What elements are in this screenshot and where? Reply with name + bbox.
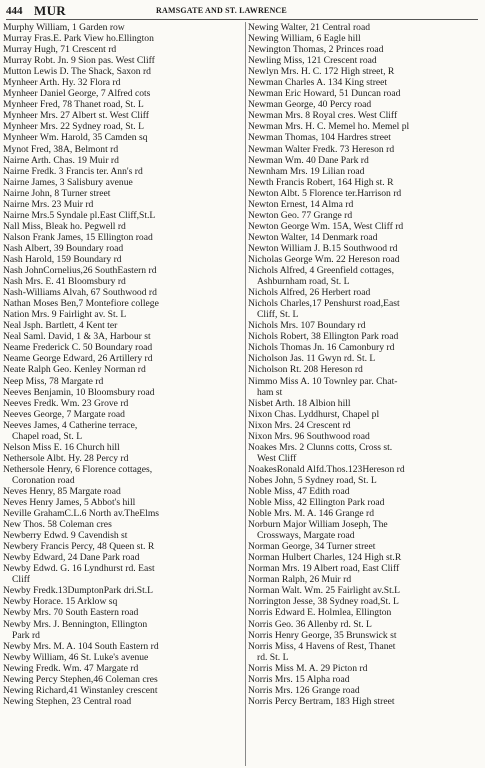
directory-entry: Newton William J. B.15 Southwood rd: [248, 242, 398, 254]
directory-entry: Nichols Charles,17 Penshurst road,East: [248, 298, 400, 310]
directory-entry: Newing Walter, 21 Central road: [248, 22, 371, 33]
directory-entry-continuation: ham st: [257, 386, 283, 398]
directory-entry: Newing Richard,41 Winstanley crescent: [3, 684, 158, 696]
directory-entry: Nethersole Henry, 6 Florence cottages,: [3, 463, 153, 475]
directory-entry: Norman George, 34 Turner street: [248, 541, 376, 553]
directory-entry: Nixon Mrs. 24 Crescent rd: [248, 419, 351, 431]
directory-entry: Newby Mrs. M. A. 104 South Eastern rd: [3, 640, 159, 652]
directory-entry: Nichols Alfred, 26 Herbert road: [248, 287, 371, 299]
directory-entry: Norris Henry George, 35 Brunswick st: [248, 629, 397, 641]
directory-entry: Norris Mrs. 15 Alpha road: [248, 673, 350, 685]
directory-entry: Norman Hulbert Charles, 124 High st.R: [248, 552, 402, 564]
directory-entry: Nixon Chas. Lyddhurst, Chapel pl: [248, 408, 380, 420]
header-rule: [6, 19, 478, 20]
directory-entry: Nairne Mrs. 23 Muir rd: [3, 198, 94, 210]
directory-entry: Nicholas George Wm. 22 Hereson road: [248, 253, 400, 265]
directory-entry: Newby Mrs. J. Bennington, Ellington: [3, 618, 148, 630]
directory-entry: Mynheer Mrs. 27 Albert st. West Cliff: [3, 110, 149, 122]
directory-entry: Newman Walter Fredk. 73 Hereson rd: [248, 143, 395, 155]
directory-entry: Newing William, 6 Eagle hill: [248, 33, 361, 45]
directory-entry: New Thos. 58 Coleman cres: [3, 519, 112, 531]
directory-entry: Newton Geo. 77 Grange rd: [248, 209, 353, 221]
directory-entry: Newton Walter, 14 Denmark road: [248, 231, 378, 243]
directory-entry: Nichols Robert, 38 Ellington Park road: [248, 331, 399, 343]
directory-entry: Norris Mrs. 126 Grange road: [248, 684, 360, 696]
directory-entry-continuation: Park rd: [12, 629, 40, 641]
directory-entry: Norris Miss, 4 Havens of Rest, Thanet: [248, 640, 396, 652]
directory-entry: Newton Albt. 5 Florence ter.Harrison rd: [248, 187, 402, 199]
directory-entry-continuation: West Cliff: [257, 452, 297, 464]
directory-entry-continuation: rd. St. L: [257, 651, 289, 663]
directory-entry: Murray Hugh, 71 Crescent rd: [3, 44, 117, 56]
directory-entry: Neeves Benjamin, 10 Bloomsbury road: [3, 386, 155, 398]
directory-entry: Murray Robt. Jn. 9 Sion pas. West Cliff: [3, 55, 155, 67]
directory-entry: Nash-Williams Alvah, 67 Southwood rd: [3, 287, 157, 299]
directory-entry: Noble Miss, 42 Ellington Park road: [248, 497, 385, 509]
directory-entry: Newman George, 40 Percy road: [248, 99, 372, 111]
directory-entry: Newnham Mrs. 19 Lilian road: [248, 165, 365, 177]
directory-entry-continuation: Chapel road, St. L: [12, 430, 83, 442]
directory-entry: Newton Ernest, 14 Alma rd: [248, 198, 354, 210]
directory-entry: Norrington Jesse, 38 Sydney road,St. L: [248, 596, 399, 608]
directory-entry: Newman Thomas, 104 Hardres street: [248, 132, 391, 144]
directory-entry: Neal Jsph. Bartlett, 4 Kent ter: [3, 320, 118, 332]
directory-entry-continuation: Cliff: [12, 574, 30, 586]
column-divider: [245, 22, 246, 766]
directory-entry: Nairne Fredk. 3 Francis ter. Ann's rd: [3, 165, 143, 177]
directory-entry: Newing Fredk. Wm. 47 Margate rd: [3, 662, 139, 674]
directory-entry: Noble Mrs. M. A. 146 Grange rd: [248, 508, 375, 520]
right-column: [248, 22, 482, 707]
directory-entry: Nobes John, 5 Sydney road, St. L: [248, 474, 377, 486]
directory-entry: Neal Saml. David, 1 & 3A, Harbour st: [3, 331, 151, 343]
directory-entry-continuation: Cliff, St. L: [257, 309, 299, 321]
directory-entry: Newby Fredk.13DumptonPark dri.St.L: [3, 585, 154, 597]
directory-entry: Mutton Lewis D. The Shack, Saxon rd: [3, 66, 151, 78]
directory-entry: Neeves Fredk. Wm. 23 Grove rd: [3, 397, 129, 409]
directory-entry: Mynot Fred, 38A, Belmont rd: [3, 143, 119, 155]
directory-entry: Nash Mrs. E. 41 Bloomsbury rd: [3, 276, 126, 288]
directory-entry: Noble Miss, 47 Edith road: [248, 485, 350, 497]
directory-entry: Norman Walt. Wm. 25 Fairlight av.St.L: [248, 585, 400, 597]
directory-entry: Newman Charles A. 134 King street: [248, 77, 388, 89]
directory-entry: Newby Edward, 24 Dane Park road: [3, 552, 140, 564]
directory-entry: Neeves James, 4 Catherine terrace,: [3, 419, 138, 431]
directory-entry: Nichols Mrs. 107 Boundary rd: [248, 320, 366, 332]
directory-entry: Nairne John, 8 Turner street: [3, 187, 111, 199]
directory-entry: Norris Edward E. Holmlea, Ellington: [248, 607, 392, 619]
directory-entry: Newberry Edwd. 9 Cavendish st: [3, 530, 128, 542]
directory-entry: Newby Edwd. G. 16 Lyndhurst rd. East: [3, 563, 155, 575]
directory-entry: Mynheer Wm. Harold, 35 Camden sq: [3, 132, 148, 144]
directory-entry-continuation: Coronation road: [12, 474, 75, 486]
directory-entry: Norburn Major William Joseph, The: [248, 519, 388, 531]
directory-entry: Nash JohnCornelius,26 SouthEastern rd: [3, 265, 157, 277]
page-header: [6, 4, 478, 18]
directory-entry: Neame George Edward, 26 Artillery rd: [3, 353, 153, 365]
directory-entry: Newman Mrs. H. C. Memel ho. Memel pl: [248, 121, 410, 133]
directory-entry: Mynheer Mrs. 22 Sydney road, St. L: [3, 121, 144, 133]
directory-entry: Neves Henry, 85 Margate road: [3, 485, 121, 497]
directory-entry: Newby William, 46 St. Luke's avenue: [3, 651, 149, 663]
directory-entry: Nixon Mrs. 96 Southwood road: [248, 430, 370, 442]
directory-entry-continuation: Crossways, Margate road: [257, 530, 355, 542]
directory-entry: Newlyn Mrs. H. C. 172 High street, R: [248, 66, 395, 78]
directory-entry: Nation Mrs. 9 Fairlight av. St. L: [3, 309, 127, 321]
left-column: [3, 22, 243, 707]
directory-entry: Newman Mrs. 8 Royal cres. West Cliff: [248, 110, 398, 122]
directory-entry: Nethersole Albt. Hy. 28 Percy rd: [3, 452, 129, 464]
directory-entry: Noakes Mrs. 2 Clunns cotts, Cross st.: [248, 441, 393, 453]
directory-entry: Nairne Arth. Chas. 19 Muir rd: [3, 154, 119, 166]
directory-entry: Nathan Moses Ben,7 Montefiore college: [3, 298, 159, 310]
directory-entry: Nash Harold, 159 Boundary rd: [3, 253, 122, 265]
directory-entry: Nichols Thomas Jn. 16 Camonbury rd: [248, 342, 395, 354]
directory-entry: Neate Ralph Geo. Kenley Norman rd: [3, 364, 146, 376]
directory-entry: Mynheer Fred, 78 Thanet road, St. L: [3, 99, 144, 111]
directory-entry: Mynheer Daniel George, 7 Alfred cots: [3, 88, 151, 100]
directory-entry: Newing Stephen, 23 Central road: [3, 695, 132, 707]
directory-entry: Neeves George, 7 Margate road: [3, 408, 125, 420]
directory-entry: Newth Francis Robert, 164 High st. R: [248, 176, 394, 188]
directory-entry: Nicholson Rt. 208 Hereson rd: [248, 364, 363, 376]
directory-entry: Newby Horace. 15 Arklow sq: [3, 596, 118, 608]
directory-entry: Neville GrahamC.L.6 North av.TheElms: [3, 508, 160, 520]
directory-entry: Newman Wm. 40 Dane Park rd: [248, 154, 369, 166]
directory-entry: Norman Mrs. 19 Albert road, East Cliff: [248, 563, 400, 575]
directory-entry: Murphy William, 1 Garden row: [3, 22, 125, 33]
directory-entry: Newing Percy Stephen,46 Coleman cres: [3, 673, 158, 685]
running-title: RAMSGATE AND ST. LAWRENCE: [156, 6, 287, 15]
directory-entry: Nalson Frank James, 15 Ellington road: [3, 231, 153, 243]
directory-entry: Norris Geo. 36 Allenby rd. St. L: [248, 618, 372, 630]
directory-entry: Nairne Mrs.5 Syndale pl.East Cliff,St.L: [3, 209, 156, 221]
directory-entry: Newling Miss, 121 Crescent road: [248, 55, 377, 67]
page-number: 444: [6, 5, 23, 17]
directory-entry: Norman Ralph, 26 Muir rd: [248, 574, 352, 586]
directory-entry: Newman Eric Howard, 51 Duncan road: [248, 88, 401, 100]
directory-entry: Nelson Miss E. 16 Church hill: [3, 441, 120, 453]
directory-entry: Norris Miss M. A. 29 Picton rd: [248, 662, 368, 674]
guide-word: MUR: [34, 3, 66, 18]
directory-entry: Norris Percy Bertram, 183 High street: [248, 695, 395, 707]
directory-entry: Murray Fras.E. Park View ho.Ellington: [3, 33, 154, 45]
directory-entry: Neves Henry James, 5 Abbot's hill: [3, 497, 136, 509]
directory-entry: Neep Miss, 78 Margate rd: [3, 375, 104, 387]
directory-entry: Newington Thomas, 2 Princes road: [248, 44, 384, 56]
directory-entry: Nicholson Jas. 11 Gwyn rd. St. L: [248, 353, 376, 365]
directory-entry: Nimmo Miss A. 10 Townley par. Chat-: [248, 375, 398, 387]
directory-entry: Nall Miss, Bleak ho. Pegwell rd: [3, 220, 126, 232]
directory-entry: Mynheer Arth. Hy. 32 Flora rd: [3, 77, 121, 89]
directory-entry: Nairne James, 3 Salisbury avenue: [3, 176, 133, 188]
directory-entry: Newton George Wm. 15A, West Cliff rd: [248, 220, 404, 232]
directory-entry-continuation: Ashburnham road, St. L: [257, 276, 350, 288]
directory-entry: Nash Albert, 39 Boundary road: [3, 242, 124, 254]
directory-entry: Newbery Francis Percy, 48 Queen st. R: [3, 541, 155, 553]
directory-entry: Nichols Alfred, 4 Greenfield cottages,: [248, 265, 394, 277]
directory-entry: Neame Frederick C. 50 Boundary road: [3, 342, 153, 354]
directory-entry: Newby Mrs. 70 South Eastern road: [3, 607, 139, 619]
directory-entry: NoakesRonald Alfd.Thos.123Hereson rd: [248, 463, 405, 475]
directory-entry: Nisbet Arth. 18 Albion hill: [248, 397, 351, 409]
